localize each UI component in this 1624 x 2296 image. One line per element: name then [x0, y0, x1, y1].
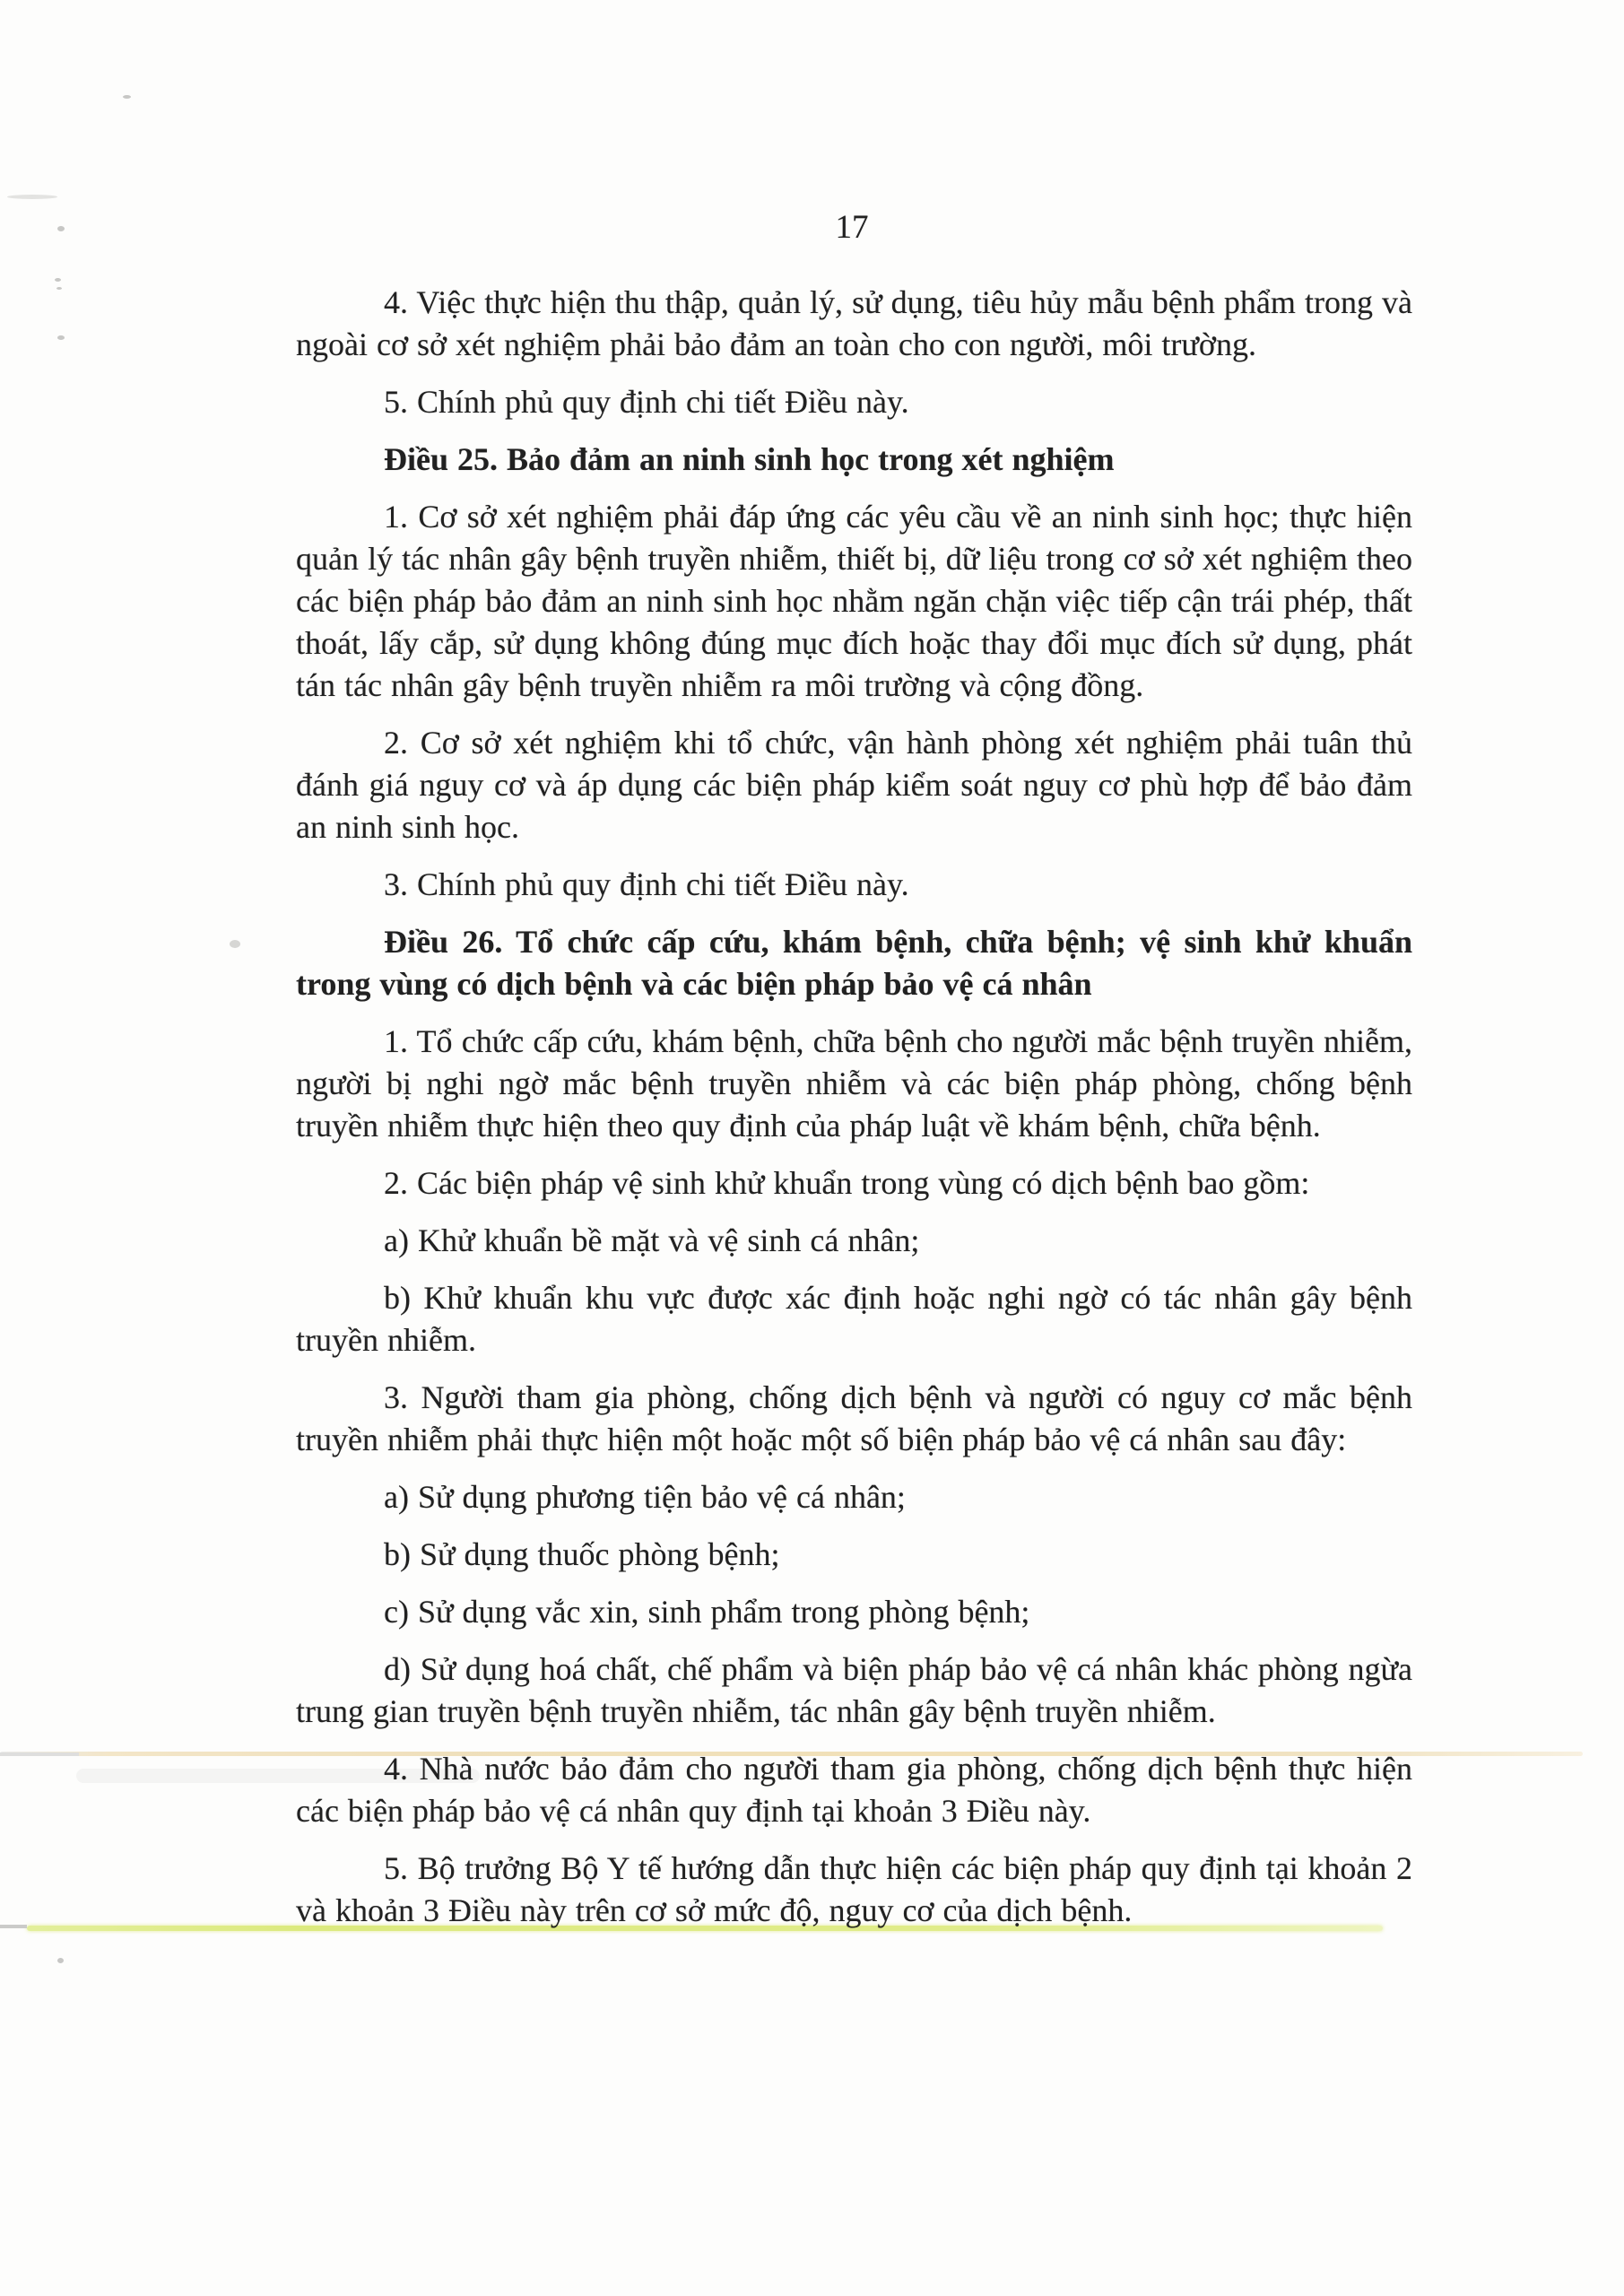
clause-paragraph: b) Khử khuẩn khu vực được xác định hoặc nghi ngờ có tác nhân gây bệnh truyền nhiễm.	[296, 1280, 1412, 1358]
clause-paragraph: d) Sử dụng hoá chất, chế phẩm và biện pháp bảo vệ cá nhân khác phòng ngừa trung gian truyền bệnh truyền nhiễm, tác nhân gây bệnh truyền nhiễm.	[296, 1651, 1412, 1729]
clause-paragraph: c) Sử dụng vắc xin, sinh phẩm trong phòng bệnh;	[384, 1594, 1030, 1630]
scan-speck	[123, 95, 131, 99]
article-heading: Điều 26. Tổ chức cấp cứu, khám bệnh, chữa bệnh; vệ sinh khử khuẩn trong vùng có dịch bệnh và các biện pháp bảo vệ cá nhân	[296, 924, 1412, 1002]
clause-paragraph: 3. Chính phủ quy định chi tiết Điều này.	[384, 866, 909, 902]
clause-paragraph: 1. Tổ chức cấp cứu, khám bệnh, chữa bệnh cho người mắc bệnh truyền nhiễm, người bị nghi ngờ mắc bệnh truyền nhiễm và các biện pháp phòng, chống bệnh truyền nhiễm thực hiện theo quy định của pháp luật về khám bệnh, chữa bệnh.	[296, 1023, 1412, 1144]
scan-speck	[230, 940, 240, 948]
article-heading: Điều 25. Bảo đảm an ninh sinh học trong xét nghiệm	[384, 441, 1115, 477]
scan-speck	[55, 278, 61, 282]
clause-paragraph: 4. Nhà nước bảo đảm cho người tham gia phòng, chống dịch bệnh thực hiện các biện pháp bảo vệ cá nhân quy định tại khoản 3 Điều này.	[296, 1751, 1412, 1829]
clause-paragraph: a) Khử khuẩn bề mặt và vệ sinh cá nhân;	[384, 1222, 920, 1258]
clause-paragraph: 2. Cơ sở xét nghiệm khi tổ chức, vận hành phòng xét nghiệm phải tuân thủ đánh giá nguy cơ và áp dụng các biện pháp kiểm soát nguy cơ phù hợp để bảo đảm an ninh sinh học.	[296, 725, 1412, 845]
clause-paragraph: b) Sử dụng thuốc phòng bệnh;	[384, 1536, 780, 1572]
clause-paragraph: 2. Các biện pháp vệ sinh khử khuẩn trong vùng có dịch bệnh bao gồm:	[384, 1165, 1310, 1201]
scan-speck	[7, 195, 57, 199]
scan-speck	[56, 287, 62, 290]
scan-speck	[57, 1958, 64, 1963]
scan-speck	[57, 226, 65, 231]
scan-speck	[57, 335, 65, 340]
scan-artifact-line-cap	[0, 1752, 79, 1756]
clause-paragraph: 5. Chính phủ quy định chi tiết Điều này.	[384, 384, 909, 420]
clause-paragraph: 1. Cơ sở xét nghiệm phải đáp ứng các yêu cầu về an ninh sinh học; thực hiện quản lý tác nhân gây bệnh truyền nhiễm, thiết bị, dữ liệu trong cơ sở xét nghiệm theo các biện pháp bảo đảm an ninh sinh học nhằm ngăn chặn việc tiếp cận trái phép, thất thoát, lấy cắp, sử dụng không đúng mục đích hoặc thay đổi mục đích sử dụng, phát tán tác nhân gây bệnh truyền nhiễm ra môi trường và cộng đồng.	[296, 499, 1412, 703]
clause-paragraph: 3. Người tham gia phòng, chống dịch bệnh và người có nguy cơ mắc bệnh truyền nhiễm phải thực hiện một hoặc một số biện pháp bảo vệ cá nhân sau đây:	[296, 1379, 1412, 1457]
page-number: 17	[835, 209, 869, 246]
clause-paragraph: 5. Bộ trưởng Bộ Y tế hướng dẫn thực hiện các biện pháp quy định tại khoản 2 và khoản 3 Điều này trên cơ sở mức độ, nguy cơ của dịch bệnh.	[296, 1850, 1412, 1928]
clause-paragraph: a) Sử dụng phương tiện bảo vệ cá nhân;	[384, 1479, 906, 1515]
clause-paragraph: 4. Việc thực hiện thu thập, quản lý, sử dụng, tiêu hủy mẫu bệnh phẩm trong và ngoài cơ sở xét nghiệm phải bảo đảm an toàn cho con người, môi trường.	[296, 284, 1412, 362]
document-body	[296, 282, 1412, 1947]
scan-artifact-dash	[0, 1925, 27, 1928]
